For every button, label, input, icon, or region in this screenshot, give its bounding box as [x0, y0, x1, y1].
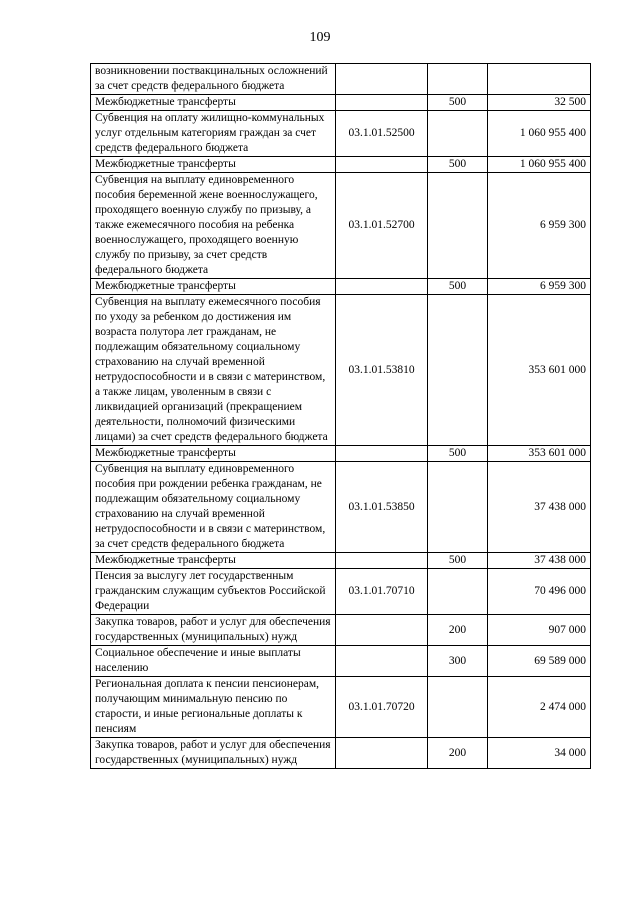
row-description: Субвенция на выплату единовременного пособия при рождении ребенка гражданам, не подлежащим обязательному социальному страхованию на случай временной нетрудоспособности и в связи с материнством, за счет средств федерального бюджета: [91, 462, 336, 553]
row-amount: 69 589 000: [488, 646, 591, 677]
row-description: Межбюджетные трансферты: [91, 279, 336, 295]
row-amount: 353 601 000: [488, 446, 591, 462]
row-code: 03.1.01.52500: [336, 111, 428, 157]
row-description: Субвенция на выплату единовременного пособия беременной жене военнослужащего, проходящего военную службу по призыву, а также ежемесячного пособия на ребенка военнослужащего, проходящего военную службу по призыву, за счет средств федерального бюджета: [91, 173, 336, 279]
table-row: [91, 615, 591, 646]
row-code: [336, 615, 428, 646]
table-row: [91, 95, 591, 111]
row-amount: 353 601 000: [488, 295, 591, 446]
table-row: [91, 279, 591, 295]
row-description: Межбюджетные трансферты: [91, 95, 336, 111]
row-amount: 34 000: [488, 738, 591, 769]
table-row: [91, 553, 591, 569]
row-description: Субвенция на выплату ежемесячного пособия по уходу за ребенком до достижения им возраста полутора лет гражданам, не подлежащим обязательному социальному страхованию на случай временной нетрудоспособности и в связи с материнством, а также лицам, уволенным в связи с ликвидацией организаций (прекращением деятельности, полномочий физическими лицами) за счет средств федерального бюджета: [91, 295, 336, 446]
row-expense-type: [428, 295, 488, 446]
row-code: [336, 446, 428, 462]
row-amount: 37 438 000: [488, 553, 591, 569]
table-row: [91, 646, 591, 677]
row-description: Межбюджетные трансферты: [91, 446, 336, 462]
row-expense-type: 500: [428, 157, 488, 173]
table-row: [91, 173, 591, 279]
row-code: [336, 157, 428, 173]
row-amount: 2 474 000: [488, 677, 591, 738]
table-row: [91, 64, 591, 95]
row-amount: 907 000: [488, 615, 591, 646]
row-description: Региональная доплата к пенсии пенсионерам, получающим минимальную пенсию по старости, и иные региональные доплаты к пенсиям: [91, 677, 336, 738]
row-expense-type: 300: [428, 646, 488, 677]
row-amount: 1 060 955 400: [488, 157, 591, 173]
row-expense-type: [428, 64, 488, 95]
row-description: Социальное обеспечение и иные выплаты населению: [91, 646, 336, 677]
row-code: [336, 95, 428, 111]
row-expense-type: [428, 173, 488, 279]
row-description: Субвенция на оплату жилищно-коммунальных услуг отдельным категориям граждан за счет средств федерального бюджета: [91, 111, 336, 157]
table-row: [91, 569, 591, 615]
row-code: [336, 646, 428, 677]
row-description: возникновении поствакцинальных осложнений за счет средств федерального бюджета: [91, 64, 336, 95]
row-code: 03.1.01.70710: [336, 569, 428, 615]
row-code: 03.1.01.52700: [336, 173, 428, 279]
row-expense-type: 200: [428, 615, 488, 646]
row-amount: 70 496 000: [488, 569, 591, 615]
row-code: 03.1.01.70720: [336, 677, 428, 738]
row-code: [336, 553, 428, 569]
row-amount: 6 959 300: [488, 279, 591, 295]
row-description: Межбюджетные трансферты: [91, 553, 336, 569]
row-code: 03.1.01.53850: [336, 462, 428, 553]
row-description: Закупка товаров, работ и услуг для обеспечения государственных (муниципальных) нужд: [91, 738, 336, 769]
row-amount: 1 060 955 400: [488, 111, 591, 157]
row-description: Закупка товаров, работ и услуг для обеспечения государственных (муниципальных) нужд: [91, 615, 336, 646]
table-row: [91, 462, 591, 553]
row-code: [336, 738, 428, 769]
row-amount: 32 500: [488, 95, 591, 111]
row-expense-type: 200: [428, 738, 488, 769]
row-description: Межбюджетные трансферты: [91, 157, 336, 173]
row-expense-type: 500: [428, 553, 488, 569]
row-amount: 37 438 000: [488, 462, 591, 553]
row-expense-type: 500: [428, 95, 488, 111]
table-row: [91, 738, 591, 769]
row-expense-type: [428, 677, 488, 738]
row-code: [336, 64, 428, 95]
table-row: [91, 677, 591, 738]
row-amount: 6 959 300: [488, 173, 591, 279]
row-description: Пенсия за выслугу лет государственным гражданским служащим субъектов Российской Федерации: [91, 569, 336, 615]
table-row: [91, 446, 591, 462]
page-number: 109: [309, 30, 331, 45]
row-expense-type: 500: [428, 446, 488, 462]
row-expense-type: [428, 462, 488, 553]
row-code: [336, 279, 428, 295]
row-expense-type: [428, 111, 488, 157]
row-expense-type: [428, 569, 488, 615]
row-code: 03.1.01.53810: [336, 295, 428, 446]
row-expense-type: 500: [428, 279, 488, 295]
budget-table: [90, 63, 591, 769]
row-amount: [488, 64, 591, 95]
table-row: [91, 111, 591, 157]
table-row: [91, 157, 591, 173]
table-row: [91, 295, 591, 446]
